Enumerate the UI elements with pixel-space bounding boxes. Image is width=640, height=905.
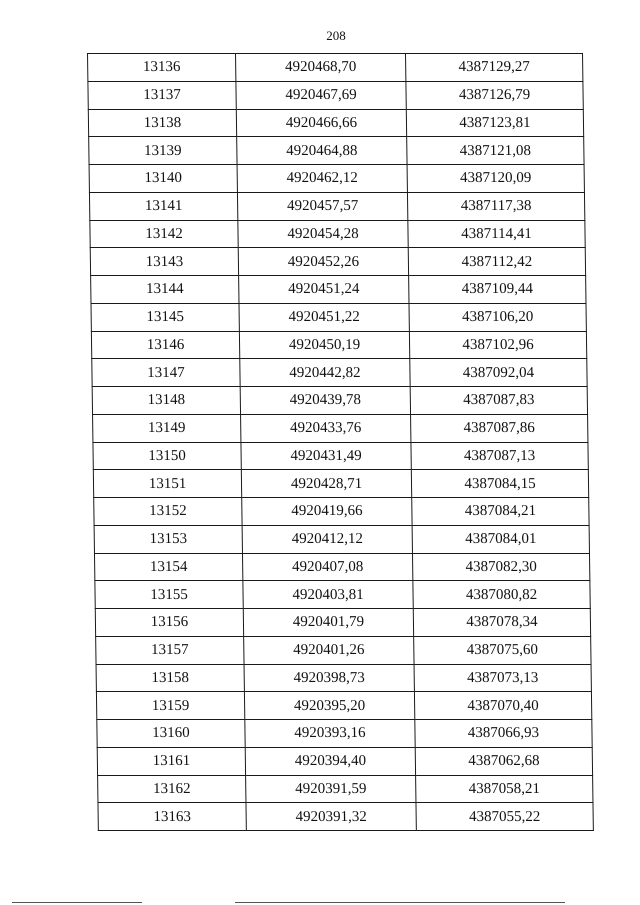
table-row bbox=[96, 636, 591, 664]
point-id-cell: 13149 bbox=[93, 414, 241, 442]
point-id-cell: 13158 bbox=[96, 664, 244, 692]
table-row bbox=[91, 303, 586, 331]
x-coordinate-cell: 4920466,66 bbox=[236, 109, 406, 137]
x-coordinate-cell: 4920401,79 bbox=[243, 609, 413, 637]
y-coordinate-cell: 4387121,08 bbox=[407, 137, 584, 165]
y-coordinate-cell: 4387082,30 bbox=[412, 553, 589, 581]
y-coordinate-cell: 4387106,20 bbox=[409, 303, 586, 331]
table-row bbox=[94, 525, 589, 553]
x-coordinate-cell: 4920462,12 bbox=[237, 165, 407, 193]
table-row bbox=[89, 192, 584, 220]
point-id-cell: 13138 bbox=[88, 109, 236, 137]
point-id-cell: 13144 bbox=[91, 276, 239, 304]
point-id-cell: 13145 bbox=[91, 303, 239, 331]
point-id-cell: 13155 bbox=[95, 581, 243, 609]
y-coordinate-cell: 4387073,13 bbox=[414, 664, 591, 692]
table-row bbox=[93, 470, 588, 498]
y-coordinate-cell: 4387078,34 bbox=[413, 609, 590, 637]
point-id-cell: 13152 bbox=[94, 498, 242, 526]
x-coordinate-cell: 4920467,69 bbox=[236, 81, 406, 109]
y-coordinate-cell: 4387058,21 bbox=[416, 775, 593, 803]
point-id-cell: 13161 bbox=[97, 747, 245, 775]
point-id-cell: 13163 bbox=[98, 803, 246, 831]
x-coordinate-cell: 4920451,24 bbox=[239, 276, 409, 304]
point-id-cell: 13137 bbox=[88, 81, 236, 109]
y-coordinate-cell: 4387120,09 bbox=[407, 165, 584, 193]
table-row bbox=[94, 553, 589, 581]
table-row bbox=[92, 387, 587, 415]
y-coordinate-cell: 4387084,21 bbox=[412, 498, 589, 526]
x-coordinate-cell: 4920391,59 bbox=[246, 775, 416, 803]
point-id-cell: 13148 bbox=[92, 387, 240, 415]
x-coordinate-cell: 4920391,32 bbox=[246, 803, 416, 831]
point-id-cell: 13160 bbox=[97, 720, 245, 748]
point-id-cell: 13143 bbox=[90, 248, 238, 276]
y-coordinate-cell: 4387066,93 bbox=[415, 720, 592, 748]
point-id-cell: 13154 bbox=[94, 553, 242, 581]
y-coordinate-cell: 4387055,22 bbox=[416, 803, 593, 831]
y-coordinate-cell: 4387084,01 bbox=[412, 525, 589, 553]
y-coordinate-cell: 4387114,41 bbox=[408, 220, 585, 248]
table-row bbox=[96, 692, 591, 720]
table-row bbox=[90, 248, 585, 276]
y-coordinate-cell: 4387109,44 bbox=[409, 276, 586, 304]
point-id-cell: 13150 bbox=[93, 442, 241, 470]
x-coordinate-cell: 4920431,49 bbox=[241, 442, 411, 470]
table-row bbox=[97, 720, 592, 748]
table-row bbox=[98, 803, 593, 831]
table-row bbox=[90, 220, 585, 248]
point-id-cell: 13156 bbox=[95, 609, 243, 637]
x-coordinate-cell: 4920412,12 bbox=[242, 525, 412, 553]
x-coordinate-cell: 4920398,73 bbox=[244, 664, 414, 692]
table-row bbox=[89, 165, 584, 193]
table-row bbox=[92, 359, 587, 387]
y-coordinate-cell: 4387129,27 bbox=[406, 54, 583, 82]
coordinates-table bbox=[87, 53, 594, 831]
table-row bbox=[91, 276, 586, 304]
x-coordinate-cell: 4920433,76 bbox=[241, 414, 411, 442]
point-id-cell: 13147 bbox=[92, 359, 240, 387]
y-coordinate-cell: 4387087,13 bbox=[411, 442, 588, 470]
x-coordinate-cell: 4920439,78 bbox=[240, 387, 410, 415]
y-coordinate-cell: 4387075,60 bbox=[414, 636, 591, 664]
x-coordinate-cell: 4920468,70 bbox=[236, 54, 406, 82]
table-row bbox=[97, 747, 592, 775]
table-row bbox=[96, 664, 591, 692]
point-id-cell: 13157 bbox=[96, 636, 244, 664]
table-row bbox=[94, 498, 589, 526]
table-row bbox=[88, 54, 583, 82]
y-coordinate-cell: 4387102,96 bbox=[409, 331, 586, 359]
x-coordinate-cell: 4920457,57 bbox=[237, 192, 407, 220]
point-id-cell: 13140 bbox=[89, 165, 237, 193]
x-coordinate-cell: 4920401,26 bbox=[244, 636, 414, 664]
y-coordinate-cell: 4387087,86 bbox=[411, 414, 588, 442]
x-coordinate-cell: 4920442,82 bbox=[240, 359, 410, 387]
y-coordinate-cell: 4387080,82 bbox=[413, 581, 590, 609]
point-id-cell: 13139 bbox=[89, 137, 237, 165]
scan-edge-line-left bbox=[12, 902, 142, 903]
y-coordinate-cell: 4387126,79 bbox=[406, 81, 583, 109]
x-coordinate-cell: 4920451,22 bbox=[239, 303, 409, 331]
point-id-cell: 13146 bbox=[91, 331, 239, 359]
x-coordinate-cell: 4920428,71 bbox=[241, 470, 411, 498]
table-row bbox=[88, 81, 583, 109]
y-coordinate-cell: 4387117,38 bbox=[407, 192, 584, 220]
page-number: 208 bbox=[326, 28, 346, 43]
point-id-cell: 13159 bbox=[96, 692, 244, 720]
x-coordinate-cell: 4920403,81 bbox=[243, 581, 413, 609]
x-coordinate-cell: 4920452,26 bbox=[238, 248, 408, 276]
table-row bbox=[95, 581, 590, 609]
table-row bbox=[98, 775, 593, 803]
table-row bbox=[89, 137, 584, 165]
x-coordinate-cell: 4920450,19 bbox=[239, 331, 409, 359]
x-coordinate-cell: 4920464,88 bbox=[237, 137, 407, 165]
table-row bbox=[95, 609, 590, 637]
y-coordinate-cell: 4387092,04 bbox=[410, 359, 587, 387]
point-id-cell: 13141 bbox=[89, 192, 237, 220]
table-row bbox=[88, 109, 583, 137]
point-id-cell: 13142 bbox=[90, 220, 238, 248]
x-coordinate-cell: 4920407,08 bbox=[242, 553, 412, 581]
table-row bbox=[93, 414, 588, 442]
point-id-cell: 13153 bbox=[94, 525, 242, 553]
table-row bbox=[93, 442, 588, 470]
x-coordinate-cell: 4920454,28 bbox=[238, 220, 408, 248]
y-coordinate-cell: 4387112,42 bbox=[408, 248, 585, 276]
x-coordinate-cell: 4920419,66 bbox=[242, 498, 412, 526]
table-row bbox=[91, 331, 586, 359]
x-coordinate-cell: 4920395,20 bbox=[244, 692, 414, 720]
scan-edge-line-right bbox=[235, 902, 565, 903]
y-coordinate-cell: 4387123,81 bbox=[406, 109, 583, 137]
coordinates-table-body bbox=[88, 54, 594, 831]
point-id-cell: 13151 bbox=[93, 470, 241, 498]
y-coordinate-cell: 4387087,83 bbox=[410, 387, 587, 415]
x-coordinate-cell: 4920393,16 bbox=[245, 720, 415, 748]
x-coordinate-cell: 4920394,40 bbox=[245, 747, 415, 775]
point-id-cell: 13136 bbox=[88, 54, 236, 82]
y-coordinate-cell: 4387084,15 bbox=[411, 470, 588, 498]
y-coordinate-cell: 4387062,68 bbox=[415, 747, 592, 775]
y-coordinate-cell: 4387070,40 bbox=[414, 692, 591, 720]
point-id-cell: 13162 bbox=[98, 775, 246, 803]
